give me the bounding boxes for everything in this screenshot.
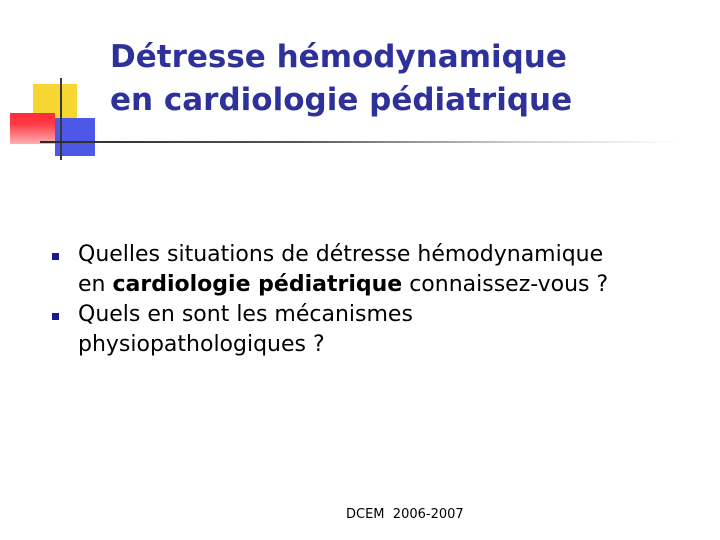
decor-red-square [10,113,55,144]
title-line-1: Détresse hémodynamique [110,39,567,75]
slide-footer [346,507,464,522]
bullet-1-bold-phrase: cardiologie pédiatrique [112,272,403,297]
bullet-1-line-1: Quelles situations de détresse hémodynamique [78,242,604,267]
bullet-2-line-2: physiopathologiques ? [78,332,325,357]
bullet-1-line-2 [78,270,702,300]
decor-vertical-line [60,78,62,160]
bullet-square-icon [52,313,59,320]
bullet-1-prefix: en [78,272,113,297]
title-line-2: en cardiologie pédiatrique [110,82,573,118]
bullet-1-suffix: connaissez-vous ? [402,272,609,297]
footer-years: 2006-2007 [392,507,464,522]
bullet-list [52,240,702,360]
slide-title [110,36,670,122]
bullet-item-1 [52,240,702,300]
bullet-square-icon [52,253,59,260]
bullet-item-2 [52,300,702,360]
bullet-2-line-1: Quels en sont les mécanismes [78,302,413,327]
footer-course: DCEM [346,507,385,522]
title-underline [40,141,680,143]
